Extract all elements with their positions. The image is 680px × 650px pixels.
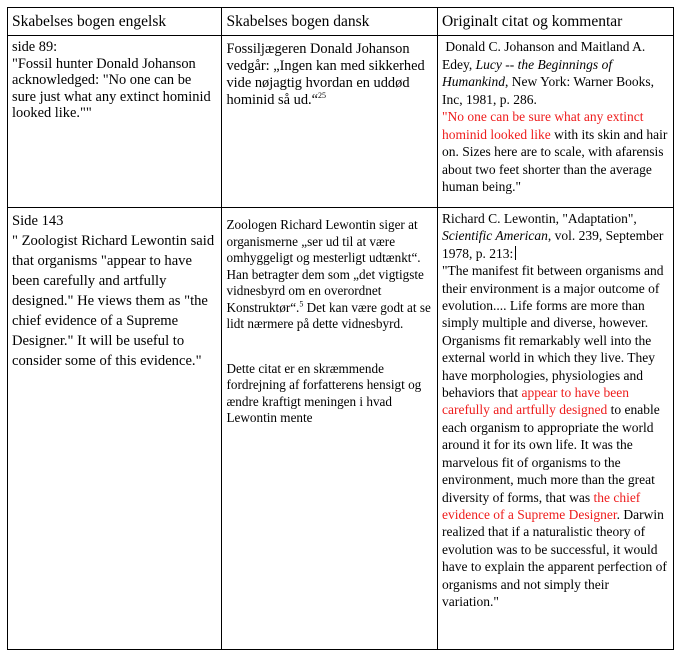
- header-comment: Originalt citat og kommentar: [437, 8, 673, 36]
- cell-comment-2: [437, 208, 673, 650]
- citation-title: Scientific American: [441, 228, 548, 244]
- cell-comment-1: [437, 36, 673, 208]
- quote-part: . Darwin realized that if a naturalistic theory of evolution was to be successful, it would have to explain the apparent perfection of organisms and not simply their variation.": [441, 506, 667, 609]
- quote-rest: with its skin and hair on. Sizes here are to scale, with afarensis about two feet shorter than the average human being.": [441, 126, 668, 194]
- english-quote: " Zoologist Richard Lewontin said that organisms "appear to have been carefully and artfully designed." He views them as "the chief evidence of a Supreme Designer." It will be useful to consider some of this evidence.": [12, 233, 215, 369]
- danish-comment: Dette citat er en skræmmende fordrejning af forfatterens hensigt og ændre kraftigt meningen i hvad Lewontin mente: [226, 360, 422, 425]
- table-row: [8, 208, 674, 650]
- citation-title: Lucy -- the Beginnings of Humankind: [441, 56, 613, 89]
- original-quote: [442, 262, 669, 610]
- paragraph-gap: [226, 333, 433, 361]
- header-row: [8, 8, 674, 36]
- citation-publisher: , New York: Warner Books, Inc, 1981, p. 286.: [441, 74, 655, 107]
- highlighted-quote: the chief evidence of a Supreme Designer: [441, 489, 641, 522]
- text-cursor: [515, 246, 516, 260]
- danish-quote-rest: Det kan være godt at se lidt nærmere på dette vidnesbyrd.: [226, 299, 431, 331]
- page-ref: Side 143: [12, 213, 64, 229]
- highlighted-quote: appear to have been carefully and artfully designed: [441, 385, 630, 418]
- quote-part: to enable each organism to appropriate the world around it for its own life. It was the marvelous fit of organisms to the environment, much more than the great diversity of forms, that was: [441, 402, 660, 505]
- citation-details: , vol. 239, September 1978, p. 213:: [441, 228, 664, 261]
- danish-paragraph: [226, 217, 433, 333]
- comparison-table: [7, 7, 674, 650]
- footnote-ref: 5: [299, 299, 304, 309]
- quote-part: "The manifest fit between organisms and their environment is a major outcome of evolution.... Life forms are more than simply multiple and diverse, however. Organisms fit remarkably well into the external world in which they live. They have morphologies, physiologies and behaviors that: [441, 263, 664, 401]
- english-quote: "Fossil hunter Donald Johanson acknowledged: "No one can be sure just what any extinct hominid looked like."": [12, 55, 211, 121]
- cell-english-2: [8, 208, 222, 650]
- highlighted-quote: "No one can be sure what any extinct hominid looked like: [441, 109, 644, 142]
- cell-danish-2: [222, 208, 438, 650]
- danish-quote: Fossiljægeren Donald Johanson vedgår: „Ingen kan med sikkerhed vide nøjagtig hvordan en uddød hominid så ud.“: [226, 41, 425, 108]
- citation: [442, 38, 669, 108]
- danish-quote: Zoologen Richard Lewontin siger at organismerne „ser ud til at være omhyggeligt og mesterligt udtænkt“. Han betragter dem som „det vigtigste vidnesbyrd om en overordnet Konstruktør“.: [226, 217, 424, 315]
- cell-english-1: [8, 36, 222, 208]
- header-english: Skabelses bogen engelsk: [8, 8, 222, 36]
- footnote-ref: 25: [318, 91, 326, 101]
- citation-author: Richard C. Lewontin, "Adaptation",: [441, 211, 637, 226]
- table-row: [8, 36, 674, 208]
- cell-danish-1: [222, 36, 438, 208]
- original-quote: [442, 108, 669, 196]
- header-danish: Skabelses bogen dansk: [222, 8, 438, 36]
- citation-authors: Donald C. Johanson and Maitland A. Edey,: [441, 39, 646, 72]
- page-ref: side 89:: [12, 39, 58, 55]
- citation: [442, 210, 669, 262]
